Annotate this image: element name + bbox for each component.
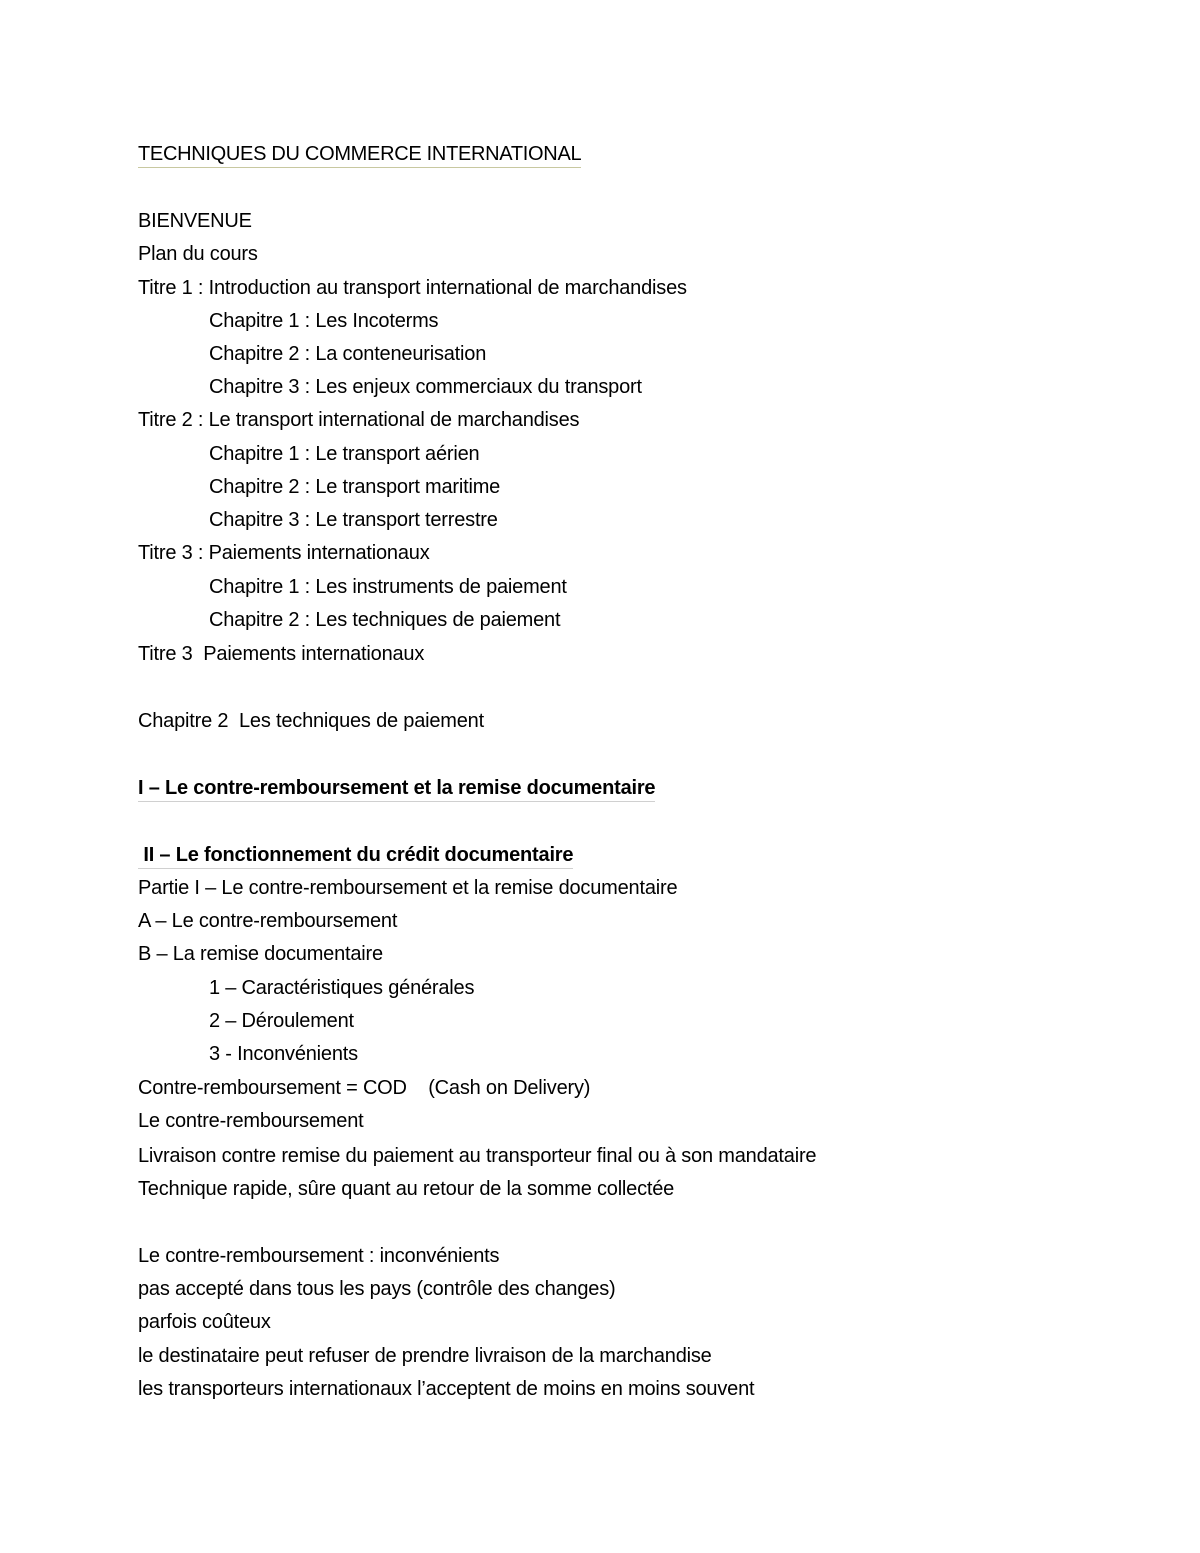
plan-chapter: Chapitre 1 : Les instruments de paiement <box>209 576 567 598</box>
outline-subitem: 3 - Inconvénients <box>209 1043 358 1065</box>
chapter-title: Chapitre 2 Les techniques de paiement <box>138 710 484 732</box>
plan-chapter: Chapitre 1 : Le transport aérien <box>209 443 480 465</box>
section-title: Titre 3 Paiements internationaux <box>138 643 425 665</box>
cod-heading: Le contre-remboursement <box>138 1110 364 1132</box>
cod-drawback-item: parfois coûteux <box>138 1311 271 1333</box>
cod-line: Livraison contre remise du paiement au transporteur final ou à son mandataire <box>138 1145 817 1167</box>
outline-subitem: 1 – Caractéristiques générales <box>209 977 475 999</box>
cod-drawback-item: les transporteurs internationaux l’acceptent de moins en moins souvent <box>138 1378 755 1400</box>
plan-titre-3: Titre 3 : Paiements internationaux <box>138 542 430 564</box>
cod-line: Technique rapide, sûre quant au retour de la somme collectée <box>138 1178 675 1200</box>
part-1-label: Partie I – Le contre-remboursement et la remise documentaire <box>138 877 678 899</box>
outline-item-a: A – Le contre-remboursement <box>138 910 398 932</box>
part-1-heading: I – Le contre-remboursement et la remise documentaire <box>138 776 655 802</box>
plan-titre-2: Titre 2 : Le transport international de marchandises <box>138 409 580 431</box>
plan-label: Plan du cours <box>138 243 258 265</box>
cod-drawback-item: le destinataire peut refuser de prendre livraison de la marchandise <box>138 1345 712 1367</box>
document-title: TECHNIQUES DU COMMERCE INTERNATIONAL <box>138 142 581 168</box>
cod-drawback-item: pas accepté dans tous les pays (contrôle des changes) <box>138 1278 616 1300</box>
plan-chapter: Chapitre 2 : Le transport maritime <box>209 476 501 498</box>
outline-subitem: 2 – Déroulement <box>209 1010 354 1032</box>
welcome-text: BIENVENUE <box>138 210 252 232</box>
plan-chapter: Chapitre 2 : Les techniques de paiement <box>209 609 561 631</box>
plan-chapter: Chapitre 3 : Les enjeux commerciaux du transport <box>209 376 642 398</box>
plan-chapter: Chapitre 2 : La conteneurisation <box>209 343 487 365</box>
plan-chapter: Chapitre 1 : Les Incoterms <box>209 310 439 332</box>
part-2-heading: II – Le fonctionnement du crédit documentaire <box>138 843 573 869</box>
plan-chapter: Chapitre 3 : Le transport terrestre <box>209 509 498 531</box>
cod-definition: Contre-remboursement = COD (Cash on Delivery) <box>138 1077 591 1099</box>
cod-drawbacks-heading: Le contre-remboursement : inconvénients <box>138 1245 500 1267</box>
plan-titre-1: Titre 1 : Introduction au transport international de marchandises <box>138 277 687 299</box>
outline-item-b: B – La remise documentaire <box>138 943 383 965</box>
